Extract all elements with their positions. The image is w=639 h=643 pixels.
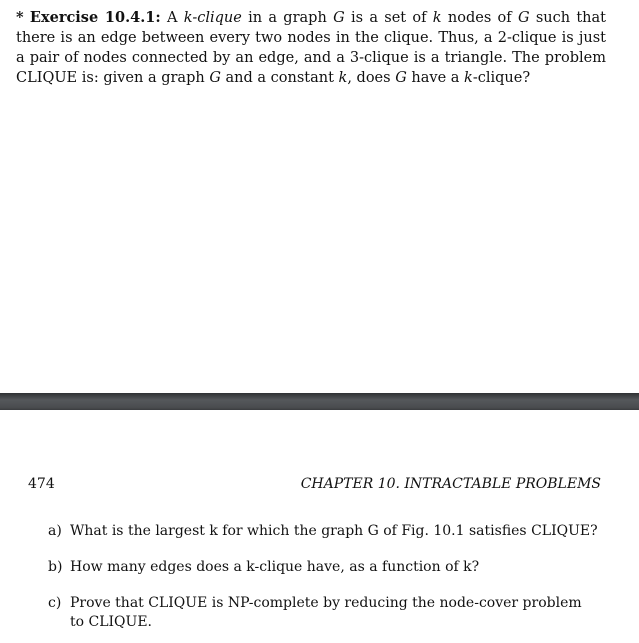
var: G (333, 10, 345, 26)
item-text-continued: to CLIQUE. (70, 614, 152, 630)
text: have a (406, 70, 465, 86)
page-number: 474 (28, 476, 55, 492)
var: G (395, 70, 407, 86)
var: k (338, 70, 348, 86)
list-item (48, 594, 602, 632)
var: k (464, 70, 473, 86)
item-label: c) (48, 595, 62, 611)
exercise-10-4-1 (16, 8, 606, 88)
item-text: How many edges does a k-clique have, as a function of k? (70, 559, 480, 575)
var: k (432, 10, 442, 26)
item-text: What is the largest k for which the graph G of Fig. 10.1 satisfies CLIQUE? (70, 523, 598, 539)
text: and a constant (220, 70, 339, 86)
text: A (167, 10, 184, 26)
text: is a set of (344, 10, 433, 26)
var: G (517, 10, 530, 26)
item-label: b) (48, 559, 63, 575)
pdf-page-2 (0, 410, 639, 643)
exercise-label: Exercise 10.4.1: (29, 9, 161, 26)
term: k-clique (183, 10, 242, 26)
text: -clique? (472, 70, 531, 86)
list-item (48, 558, 602, 577)
star-marker: * (16, 9, 24, 26)
item-label: a) (48, 523, 62, 539)
var: G (209, 70, 221, 86)
text: , does (347, 70, 396, 86)
item-text: Prove that CLIQUE is NP-complete by reducing the node-cover problem (70, 595, 582, 611)
page-separator (0, 393, 639, 410)
text: such that there is an edge between every two nodes in the clique. Thus, a 2-clique is just a pair of nodes connected by an edge, and a 3-clique is a triangle. The problem CLIQUE is: given a graph (16, 10, 606, 86)
text: in a graph (241, 10, 334, 26)
text: nodes of (441, 10, 518, 26)
running-head: CHAPTER 10. INTRACTABLE PROBLEMS (300, 476, 601, 492)
list-item (48, 522, 602, 541)
